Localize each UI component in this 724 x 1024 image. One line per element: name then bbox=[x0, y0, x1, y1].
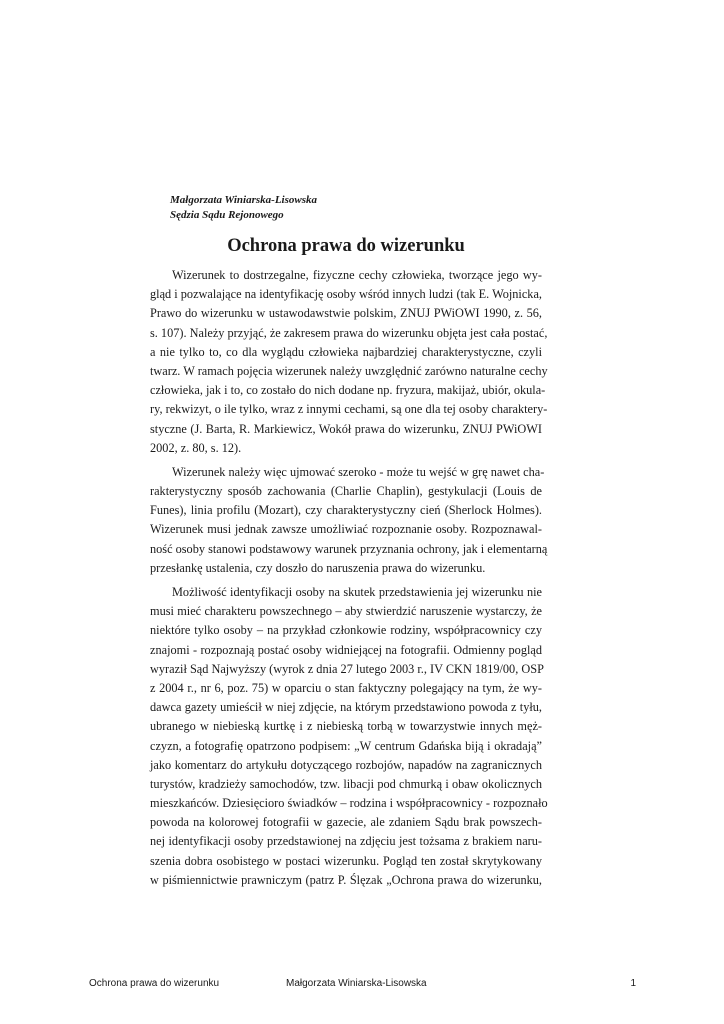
text-line: twarz. W ramach pojęcia wizerunek należy uwzględnić zarówno naturalne cechy bbox=[150, 363, 548, 378]
text-line: musi mieć charakteru powszechnego – aby stwierdzić naruszenie wystarczy, że bbox=[150, 604, 542, 619]
footer-document-title: Ochrona prawa do wizerunku bbox=[89, 978, 220, 989]
paragraph-3 bbox=[150, 583, 548, 890]
text-line: jako komentarz do artykułu dotyczącego rozbojów, napadów na zagranicznych bbox=[150, 757, 542, 772]
text-line: mieszkańców. Dziesięcioro świadków – rodzina i współpracownicy - rozpoznało bbox=[150, 796, 548, 811]
text-line: ubranego w niebieską kurtkę i z niebieską torbą w towarzystwie innych męż- bbox=[150, 719, 542, 734]
document-title: Ochrona prawa do wizerunku bbox=[227, 236, 465, 256]
text-line: człowieka, jak i to, co zostało do nich dodane np. fryzura, makijaż, ubiór, okula- bbox=[150, 383, 546, 398]
paragraph-2 bbox=[150, 463, 548, 578]
text-line: przesłankę ustalenia, czy doszło do naruszenia prawa do wizerunku. bbox=[150, 560, 486, 575]
text-line: Wizerunek należy więc ujmować szeroko - może tu wejść w grę nawet cha- bbox=[172, 464, 545, 479]
body-text bbox=[150, 266, 548, 895]
text-line: rakterystyczny sposób zachowania (Charlie Chaplin), gestykulacji (Louis de bbox=[150, 484, 542, 499]
text-line: czyzn, a fotografię opatrzono podpisem: „W centrum Gdańska biją i okradają” bbox=[150, 738, 542, 753]
text-line: 2002, z. 80, s. 12). bbox=[150, 440, 242, 455]
page-number: 1 bbox=[630, 978, 636, 989]
text-line: Wizerunek to dostrzegalne, fizyczne cechy człowieka, tworzące jego wy- bbox=[172, 268, 542, 282]
text-line: a nie tylko to, co dla wyglądu człowieka najbardziej charakterystyczne, czyli bbox=[150, 344, 542, 359]
page-footer bbox=[0, 976, 724, 992]
text-line: powoda na kolorowej fotografii w gazecie, ale zdaniem Sądu brak powszech- bbox=[150, 815, 542, 830]
text-line: s. 107). Należy przyjąć, że zakresem prawa do wizerunku objęta jest cała postać, bbox=[150, 325, 548, 340]
text-line: niektóre tylko osoby – na przykład członkowie rodziny, współpracownicy czy bbox=[150, 623, 542, 638]
author-block bbox=[170, 193, 550, 223]
text-line: turystów, kradzieży samochodów, tzw. libacji pod chmurką i obaw okolicznych bbox=[150, 776, 542, 791]
text-line: nej identyfikacji osoby przedstawionej na zdjęciu jest tożsama z brakiem naru- bbox=[150, 834, 542, 849]
text-line: szenia dobra osobistego w postaci wizerunku. Pogląd ten został skrytykowany bbox=[150, 853, 542, 868]
text-line: styczne (J. Barta, R. Markiewicz, Wokół prawa do wizerunku, ZNUJ PWiOWI bbox=[150, 421, 542, 436]
text-line: Wizerunek musi jednak zawsze umożliwiać rozpoznanie osoby. Rozpoznawal- bbox=[150, 522, 542, 537]
text-line: Możliwość identyfikacji osoby na skutek przedstawienia jej wizerunku nie bbox=[172, 585, 542, 599]
text-line: wyraził Sąd Najwyższy (wyrok z dnia 27 lutego 2003 r., IV CKN 1819/00, OSP bbox=[150, 661, 544, 676]
text-line: w piśmiennictwie prawniczym (patrz P. Ślęzak „Ochrona prawa do wizerunku, bbox=[150, 872, 542, 887]
text-line: ry, rekwizyt, o ile tylko, wraz z innymi cechami, są one dla tej osoby charaktery- bbox=[150, 402, 548, 417]
author-name: Małgorzata Winiarska-Lisowska bbox=[170, 194, 318, 206]
text-line: Funes), linia profilu (Mozart), czy charakterystyczny cień (Sherlock Holmes). bbox=[150, 503, 542, 518]
text-line: znajomi - rozpoznają postać osoby widniejącej na fotografii. Odmienny pogląd bbox=[150, 642, 542, 657]
footer-author: Małgorzata Winiarska-Lisowska bbox=[286, 978, 427, 989]
text-line: gląd i pozwalające na identyfikację osoby wśród innych ludzi (tak E. Wojnicka, bbox=[150, 287, 542, 302]
author-position: Sędzia Sądu Rejonowego bbox=[170, 209, 284, 221]
text-line: dawca gazety umieścił w niej zdjęcie, na którym przedstawiono powoda z tyłu, bbox=[150, 700, 542, 715]
paragraph-1 bbox=[150, 266, 548, 458]
text-line: Prawo do wizerunku w ustawodawstwie polskim, ZNUJ PWiOWI 1990, z. 56, bbox=[150, 306, 542, 321]
text-line: z 2004 r., nr 6, poz. 75) w oparciu o stan faktyczny polegający na tym, że wy- bbox=[150, 680, 542, 695]
text-line: ność osoby stanowi podstawowy warunek przyznania ochrony, jak i elementarną bbox=[150, 541, 548, 556]
